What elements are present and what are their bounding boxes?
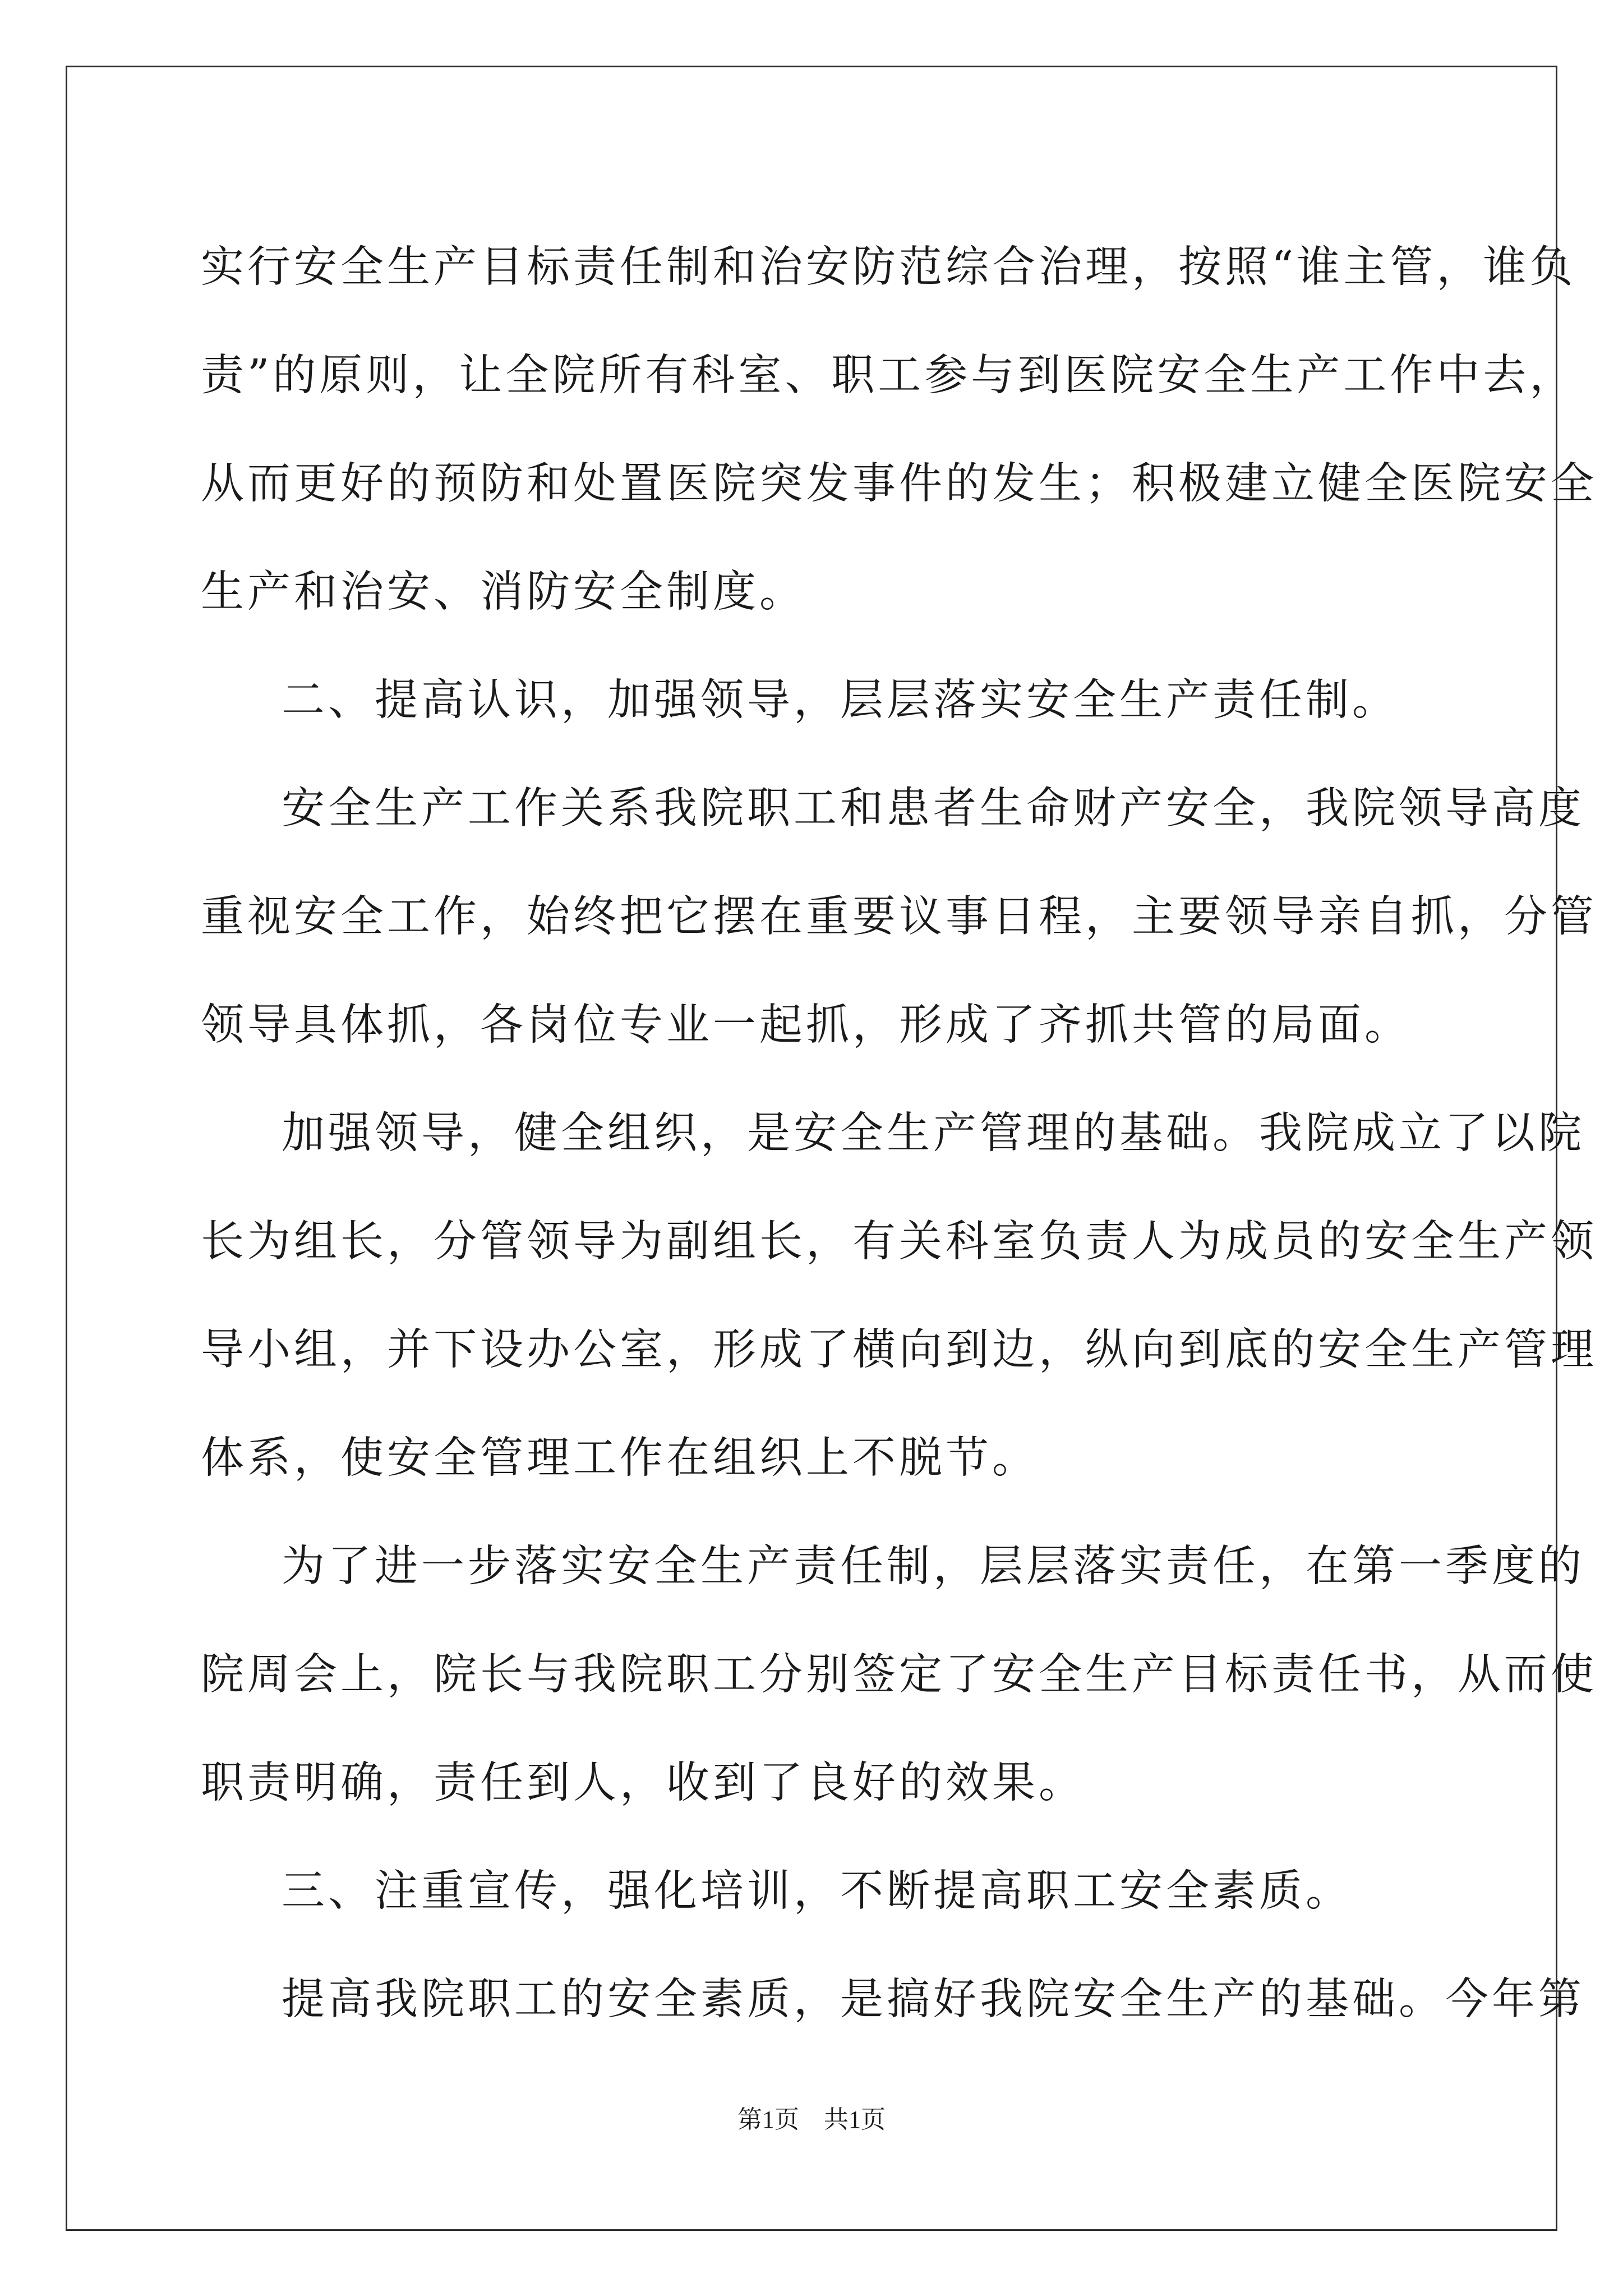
text-line: 重视安全工作，始终把它摆在重要议事日程，主要领导亲自抓，分管 [201,892,1597,942]
text-line: 生产和治安、消防安全制度。 [201,567,806,617]
document-body [201,213,1597,2054]
section-heading: 二、提高认识，加强领导，层层落实安全生产责任制。 [282,675,1399,725]
text-line: 提高我院职工的安全素质，是搞好我院安全生产的基础。今年第 [282,1975,1585,2024]
text-line: 领导具体抓，各岗位专业一起抓，形成了齐抓共管的局面。 [201,1000,1411,1050]
text-line: 导小组，并下设办公室，形成了横向到边，纵向到底的安全生产管理 [201,1325,1597,1375]
page-number-footer: 第1页 共1页 [737,2106,886,2133]
section-heading: 三、注重宣传，强化培训，不断提高职工安全素质。 [282,1866,1352,1916]
text-line: 责”的原则，让全院所有科室、职工参与到医院安全生产工作中去， [201,351,1576,401]
text-line: 长为组长，分管领导为副组长，有关科室负责人为成员的安全生产领 [201,1217,1597,1267]
text-line: 安全生产工作关系我院职工和患者生命财产安全，我院领导高度 [282,784,1585,834]
text-line: 院周会上，院长与我院职工分别签定了安全生产目标责任书，从而使 [201,1650,1597,1700]
text-line: 实行安全生产目标责任制和治安防范综合治理，按照“谁主管，谁负 [201,242,1576,292]
text-line: 体系，使安全管理工作在组织上不脱节。 [201,1433,1039,1483]
text-line: 为了进一步落实安全生产责任制，层层落实责任，在第一季度的 [282,1542,1585,1591]
text-line: 职责明确，责任到人，收到了良好的效果。 [201,1758,1085,1808]
text-line: 加强领导，健全组织，是安全生产管理的基础。我院成立了以院 [282,1108,1585,1158]
text-line: 从而更好的预防和处置医院突发事件的发生；积极建立健全医院安全 [201,459,1597,509]
